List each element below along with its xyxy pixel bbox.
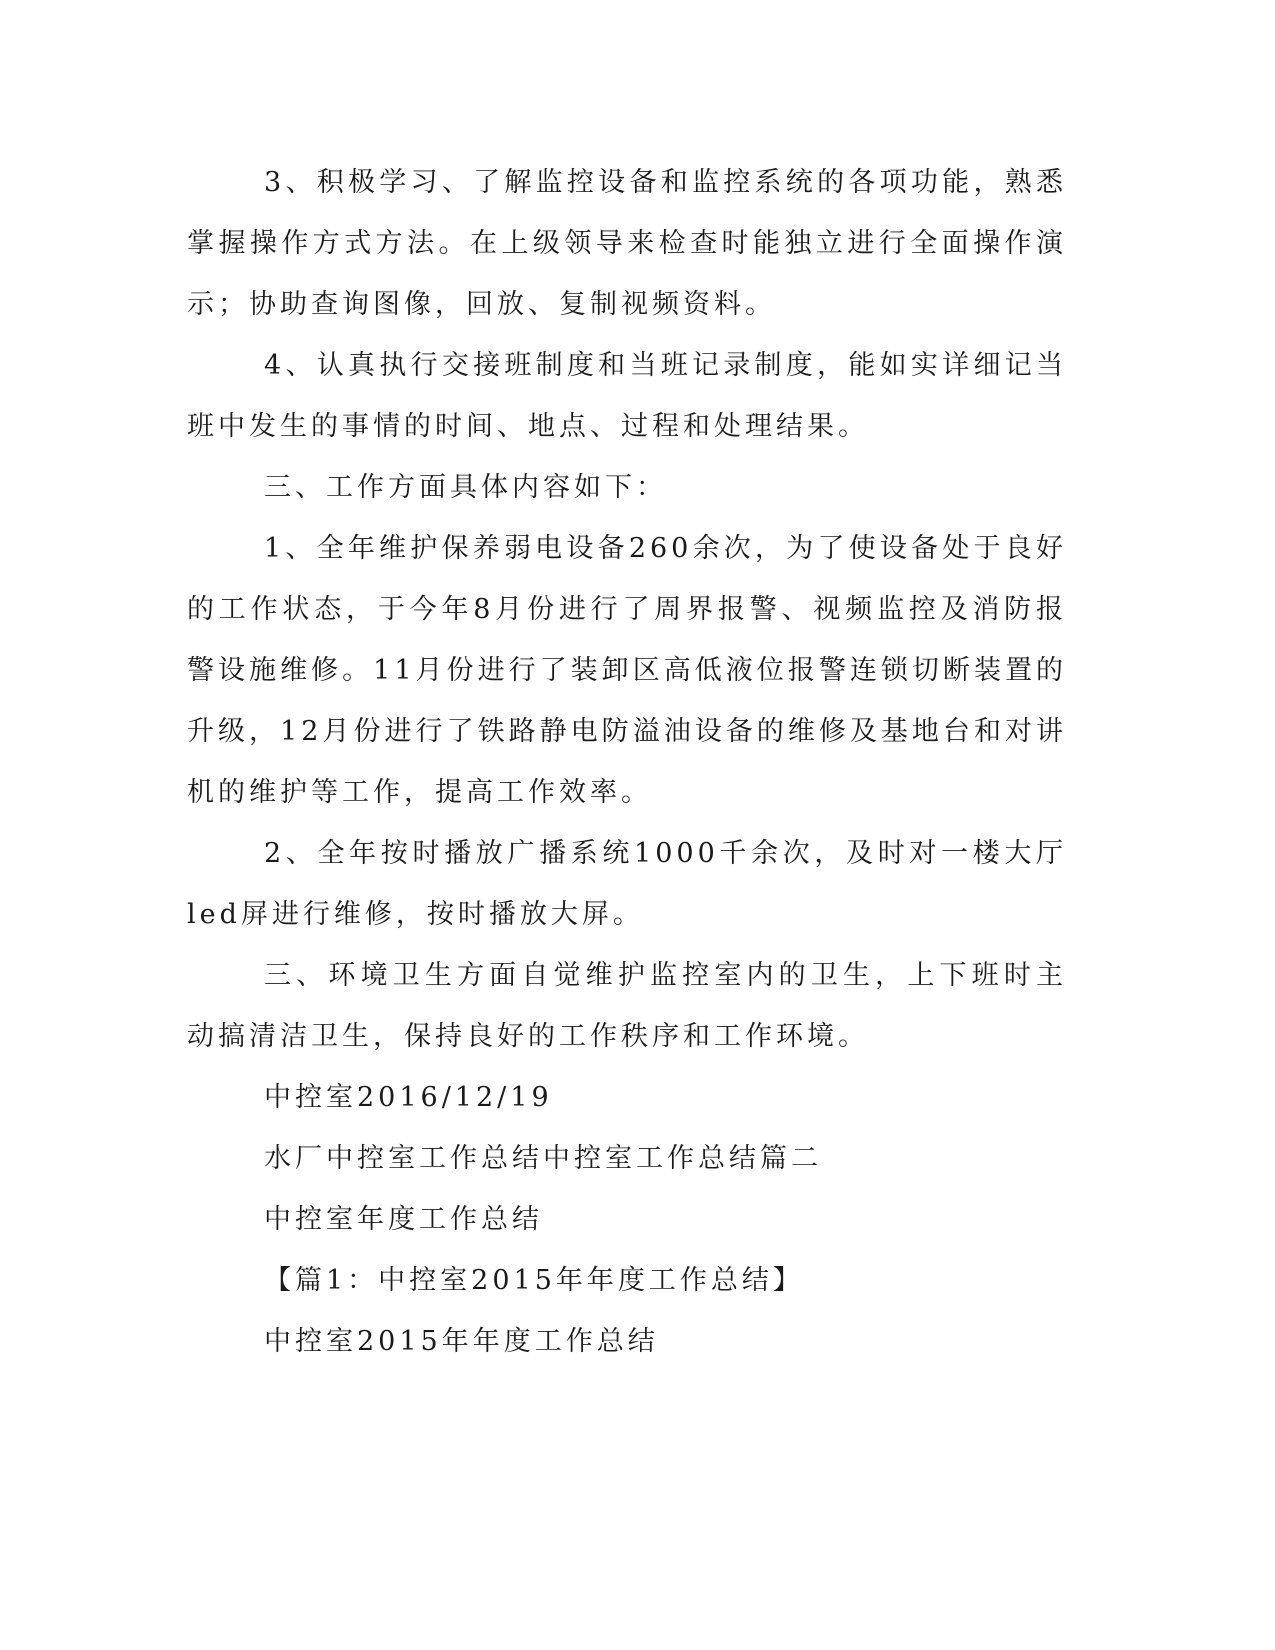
paragraph-item-3: 3、积极学习、了解监控设备和监控系统的各项功能，熟悉掌握操作方式方法。在上级领导来检查时能独立进行全面操作演示；协助查询图像，回放、复制视频资料。 xyxy=(187,167,1067,320)
paragraph-item-2-broadcast: 2、全年按时播放广播系统1000千余次，及时对一楼大厅led屏进行维修，按时播放大屏。 xyxy=(187,838,1067,930)
section-heading-work-details: 三、工作方面具体内容如下： xyxy=(264,472,667,503)
paragraph-item-4: 4、认真执行交接班制度和当班记录制度，能如实详细记当班中发生的事情的时间、地点、过程和处理结果。 xyxy=(187,350,1067,442)
paragraph-environment-hygiene: 三、环境卫生方面自觉维护监控室内的卫生，上下班时主动搞清洁卫生，保持良好的工作秩序和工作环境。 xyxy=(187,960,1067,1052)
document-body xyxy=(187,152,1067,1372)
paragraph-item-1-maintenance: 1、全年维护保养弱电设备260余次，为了使设备处于良好的工作状态，于今年8月份进行了周界报警、视频监控及消防报警设施维修。11月份进行了装卸区高低液位报警连锁切断装置的升级，12月份进行了铁路静电防溢油设备的维修及基地台和对讲机的维护等工作，提高工作效率。 xyxy=(187,533,1067,808)
article-title-line: 水厂中控室工作总结中控室工作总结篇二 xyxy=(264,1143,822,1174)
chapter-title-line: 中控室2015年年度工作总结 xyxy=(264,1326,659,1357)
signature-date-line: 中控室2016/12/19 xyxy=(264,1082,553,1113)
article-subtitle-line: 中控室年度工作总结 xyxy=(264,1204,543,1235)
chapter-marker-line: 【篇1：中控室2015年年度工作总结】 xyxy=(264,1265,804,1296)
